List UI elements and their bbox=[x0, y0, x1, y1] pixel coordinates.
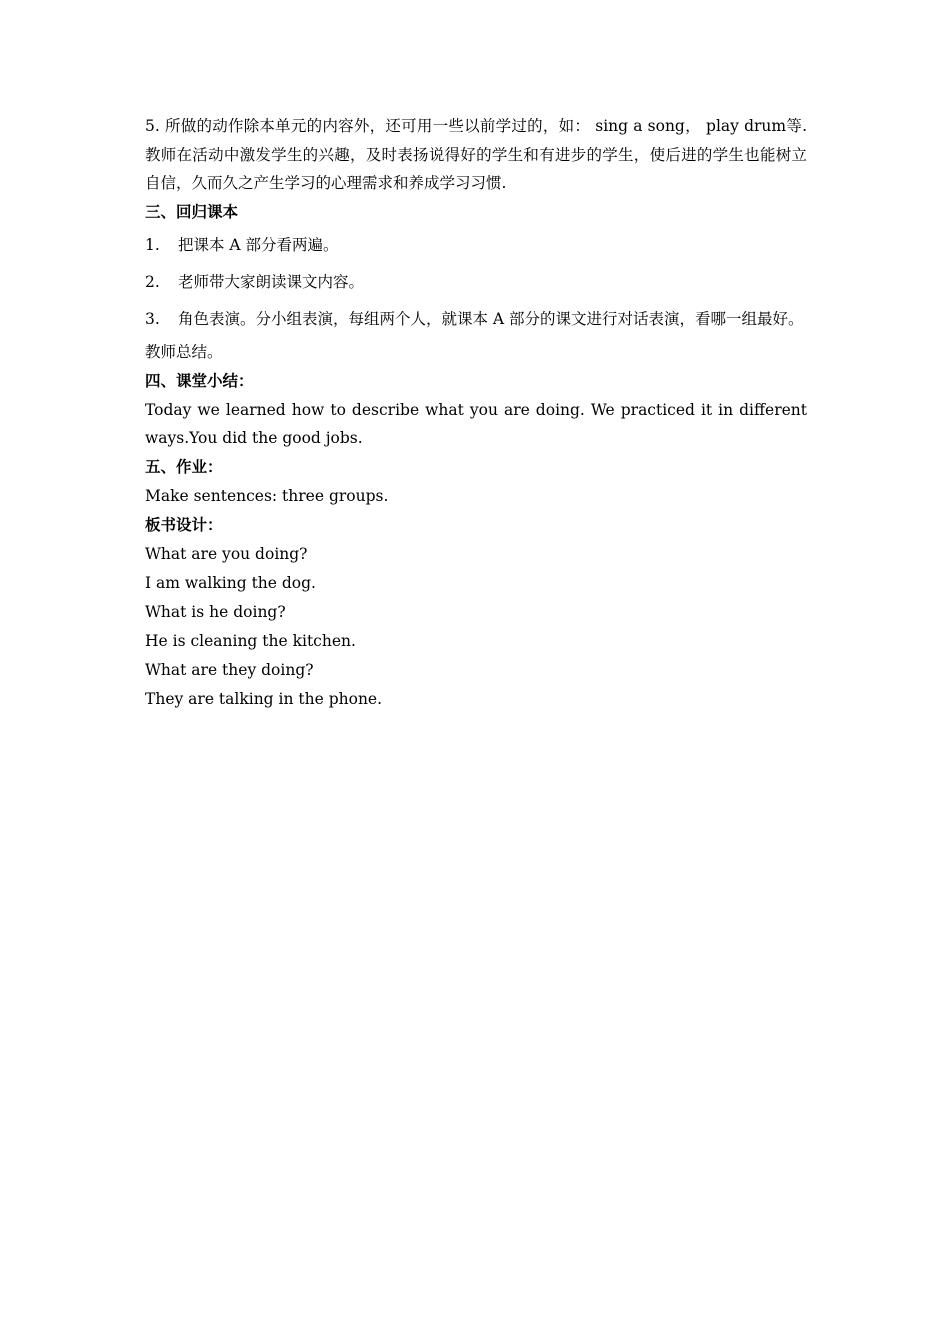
board-line: What are they doing? bbox=[145, 660, 314, 679]
document-page bbox=[145, 112, 807, 714]
list-item bbox=[145, 264, 807, 301]
section-4-heading: 四、课堂小结： bbox=[145, 371, 254, 390]
board-line: He is cleaning the kitchen. bbox=[145, 631, 356, 650]
teacher-summary: 教师总结。 bbox=[145, 342, 223, 361]
section-3-heading: 三、回归课本 bbox=[145, 202, 239, 221]
board-line: What are you doing? bbox=[145, 544, 308, 563]
section-4-text: Today we learned how to describe what you are doing. We practiced it in different ways.You did the good jobs. bbox=[145, 400, 807, 447]
list-text: 老师带大家朗读课文内容。 bbox=[178, 272, 365, 291]
list-number: 3. bbox=[145, 309, 160, 328]
board-design-heading: 板书设计： bbox=[145, 515, 223, 534]
paragraph-5: 5. 所做的动作除本单元的内容外，还可用一些以前学过的，如： sing a song， play drum等. 教师在活动中激发学生的兴趣，及时表扬说得好的学生和有进步的学生，使后进的学生也能树立自信，久而久之产生学习的心理需求和养成学习习惯. bbox=[145, 117, 807, 192]
list-item bbox=[145, 301, 807, 338]
section-3-list bbox=[145, 227, 807, 338]
board-line: They are talking in the phone. bbox=[145, 689, 383, 708]
board-line: What is he doing? bbox=[145, 602, 286, 621]
list-number: 1. bbox=[145, 235, 160, 254]
list-text: 角色表演。分小组表演，每组两个人，就课本 A 部分的课文进行对话表演，看哪一组最好。 bbox=[178, 309, 804, 328]
board-line: I am walking the dog. bbox=[145, 573, 316, 592]
list-number: 2. bbox=[145, 272, 160, 291]
section-5-text: Make sentences: three groups. bbox=[145, 486, 389, 505]
section-5-heading: 五、作业： bbox=[145, 457, 223, 476]
list-item bbox=[145, 227, 807, 264]
list-text: 把课本 A 部分看两遍。 bbox=[178, 235, 339, 254]
